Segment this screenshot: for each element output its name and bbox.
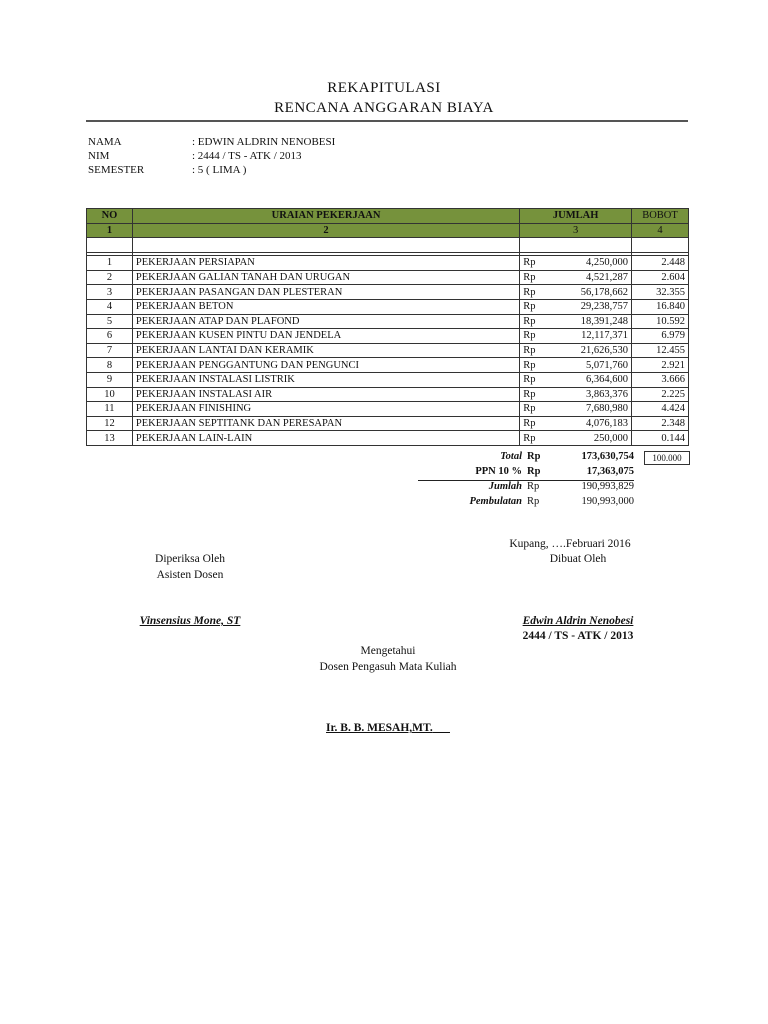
row-rp: Rp xyxy=(520,256,550,271)
row-uraian: PEKERJAAN INSTALASI LISTRIK xyxy=(132,372,519,387)
total-rp: Rp xyxy=(527,451,541,462)
table-row xyxy=(87,431,689,446)
row-uraian: PEKERJAAN KUSEN PINTU DAN JENDELA xyxy=(132,329,519,344)
total-value: 173,630,754 xyxy=(581,451,634,462)
info-value-semester: : 5 ( LIMA ) xyxy=(192,164,247,176)
header-jumlah: JUMLAH xyxy=(520,209,632,224)
row-bobot: 2.921 xyxy=(632,358,689,373)
checked-by-role: Asisten Dosen xyxy=(156,569,224,581)
row-uraian: PEKERJAAN SEPTITANK DAN PERESAPAN xyxy=(132,416,519,431)
known-role: Dosen Pengasuh Mata Kuliah xyxy=(319,661,457,673)
jumlah-label: Jumlah xyxy=(488,481,522,492)
total-label: Total xyxy=(500,451,522,462)
pembulatan-label: Pembulatan xyxy=(469,496,522,507)
table-row xyxy=(87,285,689,300)
row-uraian: PEKERJAAN PASANGAN DAN PLESTERAN xyxy=(132,285,519,300)
row-uraian: PEKERJAAN GALIAN TANAH DAN URUGAN xyxy=(132,270,519,285)
header-no: NO xyxy=(87,209,133,224)
table-row xyxy=(87,329,689,344)
ppn-value: 17,363,075 xyxy=(586,466,634,477)
table-body xyxy=(87,256,689,446)
table-row xyxy=(87,402,689,417)
row-rp: Rp xyxy=(520,431,550,446)
row-no: 3 xyxy=(87,285,133,300)
row-jumlah: 7,680,980 xyxy=(550,402,632,417)
row-rp: Rp xyxy=(520,416,550,431)
table-row xyxy=(87,387,689,402)
table-row xyxy=(87,270,689,285)
row-rp: Rp xyxy=(520,329,550,344)
row-bobot: 3.666 xyxy=(632,372,689,387)
row-jumlah: 4,521,287 xyxy=(550,270,632,285)
row-uraian: PEKERJAAN PERSIAPAN xyxy=(132,256,519,271)
rab-table xyxy=(86,208,689,446)
colnum-bobot: 4 xyxy=(632,223,689,238)
row-jumlah: 21,626,530 xyxy=(550,343,632,358)
row-bobot: 4.424 xyxy=(632,402,689,417)
row-bobot: 0.144 xyxy=(632,431,689,446)
checker-name: Vinsensius Mone, ST xyxy=(139,615,241,627)
info-label-nim: NIM xyxy=(88,150,110,162)
row-jumlah: 56,178,662 xyxy=(550,285,632,300)
row-bobot: 12.455 xyxy=(632,343,689,358)
row-uraian: PEKERJAAN PENGGANTUNG DAN PENGUNCI xyxy=(132,358,519,373)
colnum-uraian: 2 xyxy=(132,223,519,238)
row-uraian: PEKERJAAN INSTALASI AIR xyxy=(132,387,519,402)
row-no: 7 xyxy=(87,343,133,358)
lecturer-name-text: Ir. B. B. MESAH,MT. xyxy=(326,722,433,734)
row-no: 8 xyxy=(87,358,133,373)
table-row xyxy=(87,256,689,271)
place-date: Kupang, ….Februari 2016 xyxy=(509,538,631,550)
row-no: 2 xyxy=(87,270,133,285)
row-bobot: 2.448 xyxy=(632,256,689,271)
row-rp: Rp xyxy=(520,285,550,300)
row-bobot: 32.355 xyxy=(632,285,689,300)
row-jumlah: 3,863,376 xyxy=(550,387,632,402)
row-jumlah: 18,391,248 xyxy=(550,314,632,329)
row-rp: Rp xyxy=(520,270,550,285)
lecturer-name xyxy=(288,722,488,734)
row-no: 4 xyxy=(87,299,133,314)
table-row xyxy=(87,314,689,329)
row-jumlah: 4,250,000 xyxy=(550,256,632,271)
row-bobot: 6.979 xyxy=(632,329,689,344)
colnum-no: 1 xyxy=(87,223,133,238)
row-jumlah: 12,117,371 xyxy=(550,329,632,344)
row-rp: Rp xyxy=(520,299,550,314)
blank-row xyxy=(87,238,689,253)
info-label-nama: NAMA xyxy=(88,136,122,148)
row-bobot: 2.604 xyxy=(632,270,689,285)
row-jumlah: 5,071,760 xyxy=(550,358,632,373)
row-jumlah: 4,076,183 xyxy=(550,416,632,431)
checked-by-label: Diperiksa Oleh xyxy=(155,553,225,565)
row-rp: Rp xyxy=(520,372,550,387)
row-uraian: PEKERJAAN FINISHING xyxy=(132,402,519,417)
table-row xyxy=(87,343,689,358)
row-no: 13 xyxy=(87,431,133,446)
pembulatan-rp: Rp xyxy=(527,496,540,507)
total-bobot: 100.000 xyxy=(644,451,690,465)
row-bobot: 2.348 xyxy=(632,416,689,431)
row-jumlah: 29,238,757 xyxy=(550,299,632,314)
known-label: Mengetahui xyxy=(360,645,416,657)
table-header-row xyxy=(87,209,689,224)
info-label-semester: SEMESTER xyxy=(88,164,145,176)
maker-name: Edwin Aldrin Nenobesi xyxy=(522,615,634,627)
row-uraian: PEKERJAAN LANTAI DAN KERAMIK xyxy=(132,343,519,358)
row-no: 11 xyxy=(87,402,133,417)
table-row xyxy=(87,299,689,314)
row-jumlah: 6,364,600 xyxy=(550,372,632,387)
ppn-label: PPN 10 % xyxy=(475,466,522,477)
table-row xyxy=(87,416,689,431)
row-jumlah: 250,000 xyxy=(550,431,632,446)
jumlah-rp: Rp xyxy=(527,481,540,492)
table-colnum-row xyxy=(87,223,689,238)
made-by-label: Dibuat Oleh xyxy=(549,553,607,565)
ppn-rp: Rp xyxy=(527,466,541,477)
row-rp: Rp xyxy=(520,343,550,358)
jumlah-value: 190,993,829 xyxy=(581,481,634,492)
header-bobot: BOBOT xyxy=(632,209,689,224)
row-no: 5 xyxy=(87,314,133,329)
row-no: 9 xyxy=(87,372,133,387)
row-rp: Rp xyxy=(520,402,550,417)
pembulatan-value: 190,993,000 xyxy=(581,496,634,507)
table-row xyxy=(87,372,689,387)
maker-nim: 2444 / TS - ATK / 2013 xyxy=(522,630,634,642)
row-no: 12 xyxy=(87,416,133,431)
row-uraian: PEKERJAAN ATAP DAN PLAFOND xyxy=(132,314,519,329)
row-bobot: 10.592 xyxy=(632,314,689,329)
row-uraian: PEKERJAAN LAIN-LAIN xyxy=(132,431,519,446)
row-rp: Rp xyxy=(520,358,550,373)
title-divider xyxy=(86,120,688,122)
table-row xyxy=(87,358,689,373)
row-uraian: PEKERJAAN BETON xyxy=(132,299,519,314)
header-uraian: URAIAN PEKERJAAN xyxy=(132,209,519,224)
row-rp: Rp xyxy=(520,314,550,329)
row-no: 6 xyxy=(87,329,133,344)
page-subtitle: RENCANA ANGGARAN BIAYA xyxy=(274,100,494,116)
row-rp: Rp xyxy=(520,387,550,402)
row-bobot: 2.225 xyxy=(632,387,689,402)
page-title: REKAPITULASI xyxy=(327,80,441,96)
info-value-nim: : 2444 / TS - ATK / 2013 xyxy=(192,150,302,162)
colnum-jumlah: 3 xyxy=(520,223,632,238)
row-bobot: 16.840 xyxy=(632,299,689,314)
row-no: 1 xyxy=(87,256,133,271)
row-no: 10 xyxy=(87,387,133,402)
info-value-nama: : EDWIN ALDRIN NENOBESI xyxy=(192,136,336,148)
